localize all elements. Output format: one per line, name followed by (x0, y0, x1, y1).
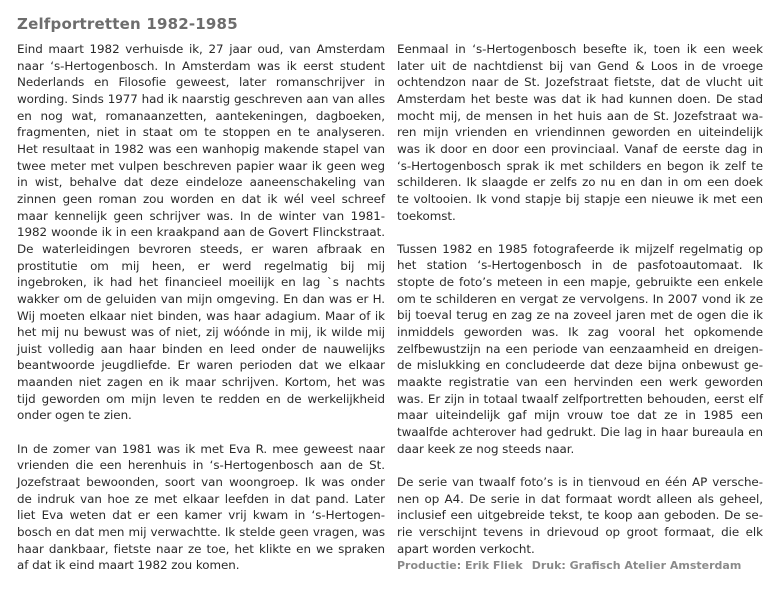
page-title: Zelfportretten 1982-1985 (17, 15, 238, 33)
paragraph-move-to-den-bosch: Eind maart 1982 verhuisde ik, 27 jaar oud, van Amsterdam naar ‘s-Hertogenbosch. In Amsterdam was ik eerst student Nederlands en Filosofie geweest, later romanschrijver in wording. Sinds 1977 had ik naarstig geschreven aan van alles en nog wat, romanaanzetten, aantekeningen, dagboeken, fragmenten, niet in staat om te stoppen en te analyseren. Het resultaat in 1982 was een wanhopig makende stapel van twee meter met vulpen beschreven papier waar ik geen weg in wist, behalve dat deze eindeloze aaneenschakeling van zinnen geen roman zou worden en dat ik wél veel schreef maar kennelijk geen schrijver was. In de winter van 1981-1982 woonde ik in een kraakpand aan de Govert Flinckstraat. De waterleidingen bevroren steeds, er waren afbraak en prostitutie om mij heen, er werd regelmatig bij mij ingebroken, ik had het financieel moeilijk en lag `s nachts wakker om de geluiden van mijn omgeving. En dan was er H. Wij moeten elkaar niet binden, was haar adagium. Maar of ik het mij nu bewust was of niet, zij wóónde in mij, ik wilde mij juist volledig aan haar binden en leed onder de nauwelijks beantwoorde jeugdliefde. Er waren perioden dat we elkaar maanden niet zagen en ik maar schrijven. Kortom, het was tijd geworden om mijn leven te redden en de werkelijkheid onder ogen te zien. (17, 42, 385, 423)
left-column (17, 41, 385, 591)
credits (397, 559, 741, 572)
paragraph-edition: De serie van twaalf foto’s is in tienvoud en één AP verschenen op A4. De serie in dat formaat wordt alleen als geheel, inclusief een uitgebreide tekst, te koop aan geboden. De serie verschijnt tevens in drievoud op groot formaat, die elk apart worden verkocht. (397, 474, 763, 556)
paragraph-arrival: Eenmaal in ‘s-Hertogenbosch besefte ik, toen ik een week later uit de nachtdienst bij van Gend & Loos in de vroege ochtendzon naar de St. Jozefstraat fietste, dat de vlucht uit Amsterdam het beste was dat ik had kunnen doen. De stad mocht mij, de mensen in het huis aan de St. Jozefstraat waren mijn vrienden en vriendinnen geworden en uiteindelijk was ik door en door een provinciaal. Vanaf de eerste dag in ‘s-Hertogenbosch sprak ik met schilders en begon ik zelf te schilderen. Ik slaagde er zelfs zo nu en dan in om een doek te voltooien. Ik vond stapje bij stapje een nieuwe ik met een toekomst. (397, 42, 763, 223)
print-credit: Druk: Grafisch Atelier Amsterdam (531, 559, 742, 572)
paragraph-summer-1981: In de zomer van 1981 was ik met Eva R. mee geweest naar vrienden die een herenhuis in ‘s-Hertogenbosch aan de St. Jozefstraat bewoonden, soort van woongroep. Ik was onder de indruk van hoe ze met elkaar leefden in dat pand. Later liet Eva weten dat er een kamer vrij kwam in ‘s-Hertogenbosch en dat men mij verwachtte. Ik stelde geen vragen, was haar dankbaar, fietste naar ze toe, het klikte en we spraken af dat ik eind maart 1982 zou komen. (17, 441, 385, 573)
right-column (397, 41, 763, 574)
production-credit: Productie: Erik Fliek (397, 559, 523, 572)
paragraph-photobooth: Tussen 1982 en 1985 fotografeerde ik mijzelf regelmatig op het station ‘s-Hertogenbosch in de pasfotoautomaat. Ik stopte de foto’s meteen in een mapje, gebruikte een enkele om te schilderen en vergat ze vervolgens. In 2007 vond ik ze bij toeval terug en zag ze na zoveel jaren met de ogen die ik inmiddels geworden was. Ik zag vooral het opkomende zelfbewustzijn na een periode van eenzaamheid en dreigende mislukking en concludeerde dat deze bijna onbewust gemaakte registratie van een hervinden een werk geworden was. Er zijn in totaal twaalf zelfportretten behouden, eerst elf maar uiteindelijk gaf mijn vrouw toe dat ze in 1985 een twaalfde achterover had gedrukt. Die lag in haar bureaula en daar keek ze nog steeds naar. (397, 241, 763, 456)
